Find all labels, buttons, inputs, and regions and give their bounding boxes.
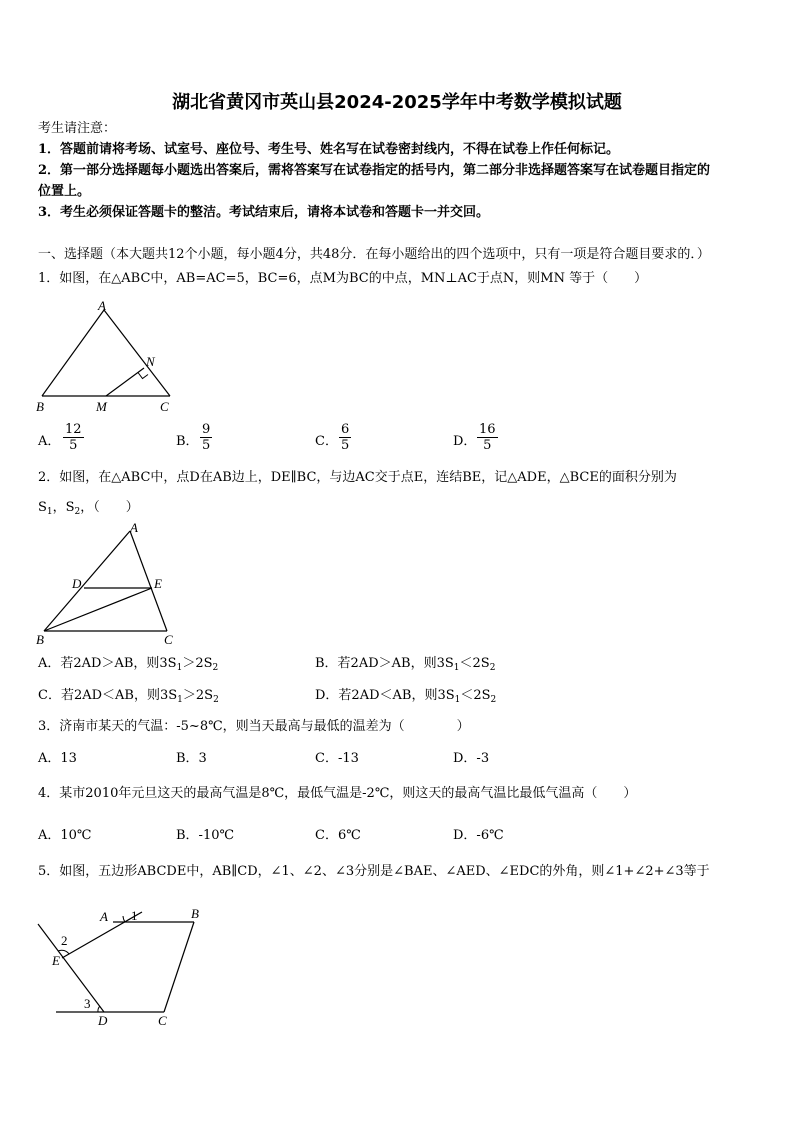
q4-option-c: C．6℃ xyxy=(315,828,361,843)
q3-option-b: B．3 xyxy=(176,751,207,766)
figure-label-E: E xyxy=(154,576,162,591)
notice-heading: 考生请注意： xyxy=(38,121,117,136)
question-2-stem: 2．如图，在△ABC中，点D在AB边上，DE∥BC，与边AC交于点E，连结BE，记△ADE，△BCE的面积分别为 xyxy=(38,470,677,485)
notice-item-1: 1．答题前请将考场、试室号、座位号、考生号、姓名写在试卷密封线内，不得在试卷上作任何标记。 xyxy=(38,142,620,157)
page-title: 湖北省黄冈市英山县2024-2025学年中考数学模拟试题 xyxy=(172,92,622,113)
question-5-figure xyxy=(34,898,209,1030)
question-1-figure xyxy=(34,298,184,416)
question-1-stem: 1．如图，在△ABC中，AB=AC=5，BC=6，点M为BC的中点，MN⊥AC于点N，则MN 等于（ ） xyxy=(38,271,648,286)
q1-option-b-label: B． xyxy=(176,434,199,449)
angle-label-1: 1 xyxy=(131,908,138,923)
question-2-figure xyxy=(34,520,184,648)
figure-label-A: A xyxy=(100,909,108,924)
q1-option-d-fraction: $\frac{16}{5}$ xyxy=(479,422,496,453)
q1-option-b-fraction: $\frac{9}{5}$ xyxy=(202,422,211,453)
question-3-stem: 3．济南市某天的气温：-5~8℃，则当天最高与最低的温差为（ ） xyxy=(38,719,470,734)
figure-label-A: A xyxy=(98,298,106,313)
angle-label-3: 3 xyxy=(84,996,91,1011)
question-5-stem: 5．如图，五边形ABCDE中，AB∥CD，∠1、∠2、∠3分别是∠BAE、∠AED、∠EDC的外角，则∠1+∠2+∠3等于 xyxy=(38,864,710,879)
figure-label-C: C xyxy=(164,632,173,647)
q3-option-d: D．-3 xyxy=(453,751,490,766)
q2-option-a: A．若2AD＞AB，则$3S_1>2S_2$ xyxy=(38,656,219,673)
q1-option-c-fraction: $\frac{6}{5}$ xyxy=(341,422,350,453)
figure-label-D: D xyxy=(72,576,82,591)
notice-item-3: 3．考生必须保证答题卡的整洁。考试结束后，请将本试卷和答题卡一并交回。 xyxy=(38,205,490,220)
q2-option-d: D．若2AD＜AB，则$3S_1<2S_2$ xyxy=(315,688,497,705)
q2-option-c: C．若2AD＜AB，则$3S_1>2S_2$ xyxy=(38,688,219,705)
notice-item-2: 2．第一部分选择题每小题选出答案后，需将答案写在试卷指定的括号内，第二部分非选择题答案写在试卷题目指定的 xyxy=(38,163,711,178)
q2-option-b: B．若2AD＞AB，则$3S_1<2S_2$ xyxy=(315,656,496,673)
angle-label-2: 2 xyxy=(61,933,68,948)
q1-option-d-label: D． xyxy=(453,434,477,449)
q3-option-a: A．13 xyxy=(38,751,77,766)
q4-option-b: B．-10℃ xyxy=(176,828,235,843)
q1-option-a-label: A． xyxy=(38,434,61,449)
q1-option-a-fraction: $\frac{12}{5}$ xyxy=(65,422,82,453)
figure-label-B: B xyxy=(36,399,44,414)
figure-label-A: A xyxy=(130,520,138,535)
section-heading: 一、选择题（本大题共12个小题，每小题4分，共48分．在每小题给出的四个选项中，只有一项是符合题目要求的．） xyxy=(38,247,710,262)
question-4-stem: 4．某市2010年元旦这天的最高气温是8℃，最低气温是-2℃，则这天的最高气温比最低气温高（ ） xyxy=(38,786,637,801)
notice-item-2-cont: 位置上。 xyxy=(38,184,91,199)
figure-label-M: M xyxy=(96,399,107,414)
q3-option-c: C．-13 xyxy=(315,751,359,766)
figure-label-C: C xyxy=(160,399,169,414)
figure-label-B: B xyxy=(191,906,199,921)
q4-option-a: A．10℃ xyxy=(38,828,92,843)
q1-option-c-label: C． xyxy=(315,434,338,449)
question-2-stem-cont: $S_1$，$S_2$，（ ） xyxy=(38,500,139,517)
figure-label-D: D xyxy=(98,1013,108,1028)
figure-label-C: C xyxy=(158,1013,167,1028)
figure-label-N: N xyxy=(146,354,155,369)
figure-label-E: E xyxy=(52,953,60,968)
figure-label-B: B xyxy=(36,632,44,647)
q4-option-d: D．-6℃ xyxy=(453,828,504,843)
